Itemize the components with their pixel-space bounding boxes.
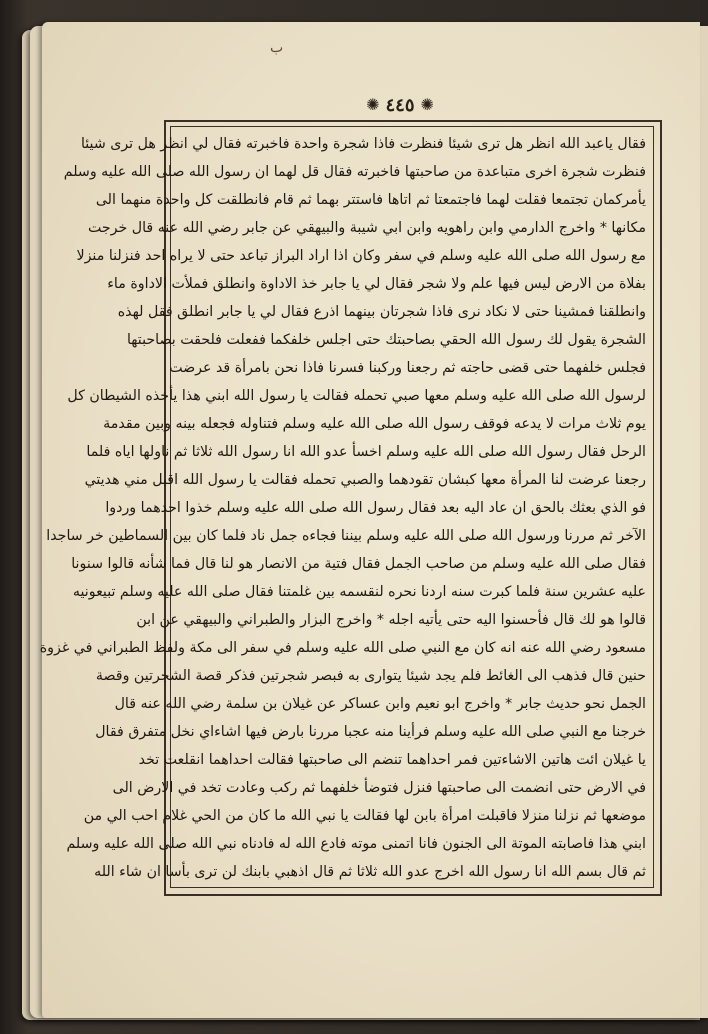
text-line: يا غيلان ائت هاتين الاشاءتين فمر احداهما تنضم الى صاحبتها فقالت احداهما انقلعت تخد — [138, 752, 646, 768]
text-line: يأمركمان تجتمعا فقلت لهما فاجتمعتا ثم اتاها فاستتر بهما ثم قام فانطلقت كل واحدة منهما الى — [95, 192, 646, 208]
flourish-left-icon: ✺ — [366, 95, 380, 114]
text-line: قالوا هو لك قال فأحسنوا اليه حتى يأتيه اجله * واخرج البزار والطبراني والبيهقي عن ابن — [136, 612, 646, 628]
text-line: فقال صلى الله عليه وسلم من صاحب الجمل فقال فتية من الانصار هو لنا قال فما شأنه قالوا سنونا — [71, 556, 646, 572]
text-line: فجلس خلفهما حتى قضى حاجته ثم رجعنا وركبنا فسرنا فاذا نحن بامرأة قد عرضت — [169, 360, 646, 376]
text-line: موضعها ثم نزلنا منزلا فاقبلت امرأة بابن لها فقالت يا نبي الله ما كان من الحي غلام احب الي من — [83, 808, 646, 824]
text-line: الجمل نحو حديث جابر * واخرج ابو نعيم وابن عساكر عن غيلان بن سلمة رضي الله عنه قال — [114, 696, 646, 712]
text-block — [39, 132, 646, 884]
flourish-right-icon: ✺ — [420, 95, 434, 114]
text-line: بفلاة من الارض ليس فيها علم ولا شجر فقال لي يا جابر خذ الاداوة وانطلق فملأت الاداوة ماء — [107, 276, 646, 292]
text-line: مكانها * واخرج الدارمي وابن راهويه وابن ابي شيبة والبيهقي عن جابر رضي الله عنه قال خرجت — [87, 220, 646, 236]
text-line: مع رسول الله صلى الله عليه وسلم في سفر وكان اذا اراد البراز تباعد حتى لا يراه احد فنزلنا منزلا — [76, 248, 646, 264]
text-line: في الارض حتى انضمت الى صاحبتها فنزل فتوضأ خلفهما ثم ركب وعادت تخد في الارض الى — [112, 780, 646, 796]
text-line: فقال ياعبد الله انظر هل ترى شيئا فنظرت فاذا شجرة واحدة فاخبرته فقال لي انظر هل ترى شيئا — [80, 136, 646, 152]
text-line: ثم قال بسم الله انا رسول الله اخرج عدو الله ثلاثا ثم قال اذهبي بابنك لن ترى بأسا ان شاء الله — [94, 864, 646, 880]
text-line: عليه عشرين سنة فلما كبرت سنه اردنا نحره لنقسمه بين غلمتنا فقال صلى الله عليه وسلم تبيعونيه — [72, 584, 646, 600]
text-line: مسعود رضي الله عنه انه كان مع النبي صلى الله عليه وسلم في سفر الى مكة ولفظ الطبراني في غزوة — [39, 640, 646, 656]
text-line: الآخر ثم مررنا ورسول الله صلى الله عليه وسلم بيننا فجاءه جمل ناد فلما كان بين السماطين خر ساجدا — [46, 528, 646, 544]
text-line: لرسول الله صلى الله عليه وسلم معها صبي تحمله فقالت يا رسول الله ابني هذا يأخذه الشيطان كل — [67, 388, 646, 404]
text-line: حنين قال فذهب الى الغائط فلم يجد شيئا يتوارى به فبصر شجرتين فذكر قصة الشجرتين وقصة — [95, 668, 646, 684]
text-line: ابني هذا فاصابته الموتة الى الجنون فانا اتمنى موته فادع الله له فادناه نبي الله صلى الله عليه وسلم — [66, 836, 646, 852]
text-line: وانطلقنا فمشينا حتى لا نكاد نرى فاذا شجرتان بينهما اذرع فقال لي يا جابر انطلق فقل لهذه — [117, 304, 646, 320]
text-line: خرجنا مع النبي صلى الله عليه وسلم فرأينا منه عجبا مررنا بارض فيها اشاءاي نخل متفرق فقال — [95, 724, 646, 740]
text-line: يوم ثلاث مرات لا يدعه فوقف رسول الله صلى الله عليه وسلم فتناوله فجعله بينه وبين مقدمة — [103, 416, 646, 432]
text-line: فنظرت شجرة اخرى متباعدة من صاحبتها فاخبرته فقال قل لهما ان رسول الله صلى الله عليه وسلم — [63, 164, 646, 180]
text-line: رجعنا عرضت لنا المرأة معها كبشان تقودهما والصبي تحمله فقالت يا رسول الله اقبل مني هديتي — [84, 472, 646, 488]
page-header — [340, 92, 460, 118]
text-line: الرحل فقال رسول الله صلى الله عليه وسلم اخسأ عدو الله انا رسول الله ثلاثا ثم ناولها اياه فلما — [86, 444, 646, 460]
corner-mark: ب — [270, 40, 284, 56]
text-line: الشجرة يقول لك رسول الله الحقي بصاحبتك حتى اجلس خلفكما ففعلت فلحقت بصاحبتها — [126, 332, 646, 348]
text-line: فو الذي بعثك بالحق ان عاد اليه بعد فقال رسول الله صلى الله عليه وسلم خذوا احدهما وردوا — [105, 500, 646, 516]
page-number: ٤٤٥ — [385, 94, 415, 116]
